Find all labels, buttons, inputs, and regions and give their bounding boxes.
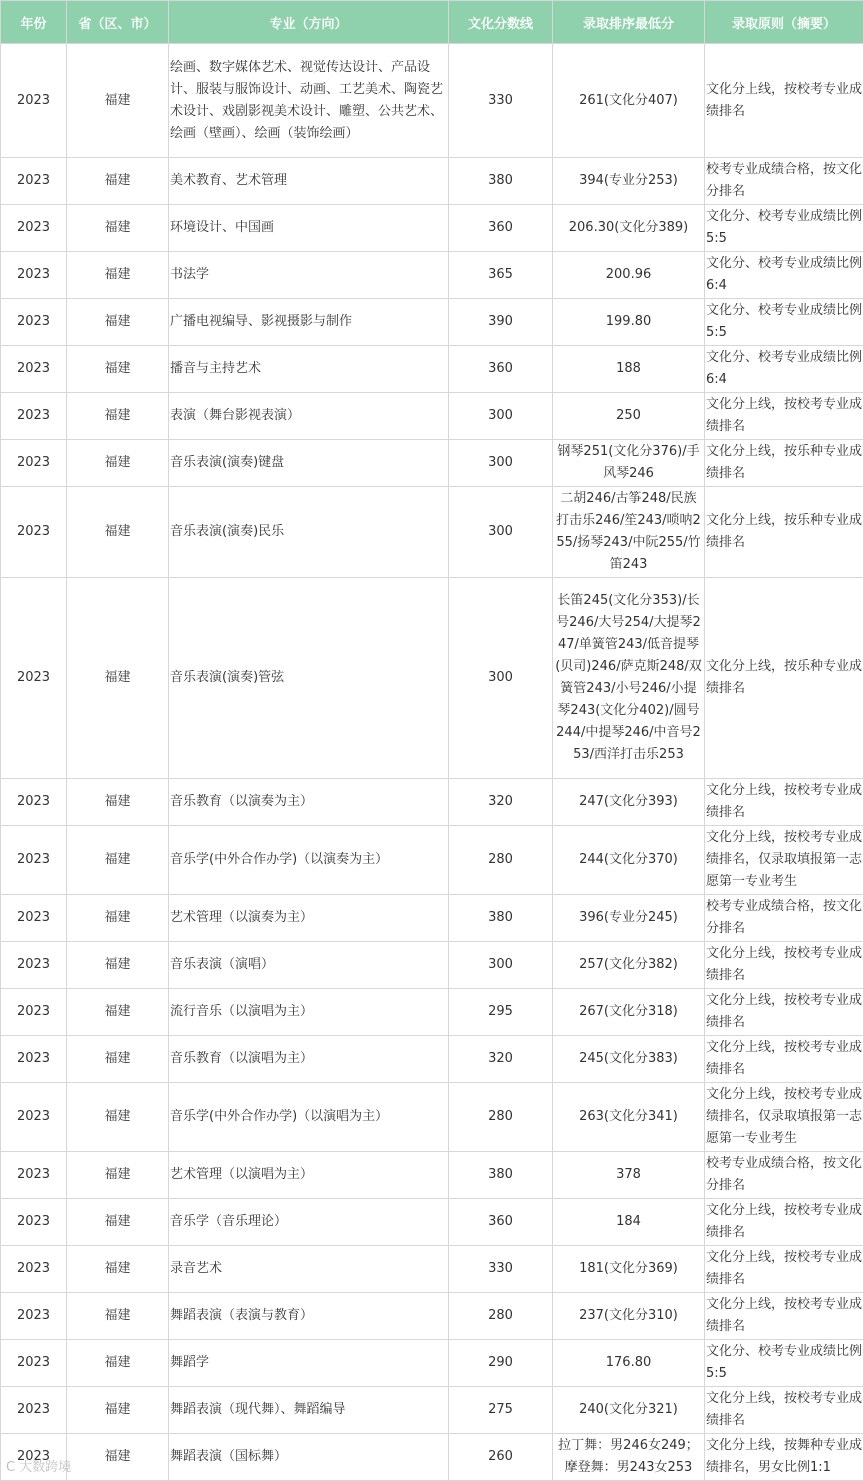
table-row [1,205,864,252]
cell-province: 福建 [67,440,169,487]
cell-province: 福建 [67,942,169,989]
cell-min-score: 184 [553,1199,705,1246]
cell-province: 福建 [67,1036,169,1083]
cell-min-score: 240(文化分321) [553,1387,705,1434]
cell-admission-rule: 文化分上线，按校考专业成绩排名 [705,393,864,440]
cell-year: 2023 [1,942,67,989]
cell-major: 书法学 [169,252,449,299]
table-row [1,895,864,942]
cell-culture-line: 360 [449,346,553,393]
cell-admission-rule: 文化分上线，按舞种专业成绩排名，男女比例1:1 [705,1434,864,1481]
cell-admission-rule: 文化分上线，按乐种专业成绩排名 [705,578,864,779]
cell-year: 2023 [1,1340,67,1387]
cell-culture-line: 360 [449,1199,553,1246]
cell-year: 2023 [1,1387,67,1434]
cell-province: 福建 [67,1434,169,1481]
cell-major: 音乐教育（以演奏为主） [169,779,449,826]
table-row [1,487,864,578]
cell-admission-rule: 文化分上线，按校考专业成绩排名 [705,1199,864,1246]
cell-admission-rule: 文化分上线，按校考专业成绩排名，仅录取填报第一志愿第一专业考生 [705,826,864,895]
cell-year: 2023 [1,299,67,346]
cell-year: 2023 [1,205,67,252]
cell-culture-line: 390 [449,299,553,346]
cell-major: 音乐表演(演奏)民乐 [169,487,449,578]
cell-province: 福建 [67,346,169,393]
table-row [1,578,864,779]
cell-major: 音乐学(中外合作办学)（以演奏为主） [169,826,449,895]
cell-culture-line: 320 [449,1036,553,1083]
cell-min-score: 245(文化分383) [553,1036,705,1083]
cell-year: 2023 [1,1293,67,1340]
cell-province: 福建 [67,1199,169,1246]
cell-culture-line: 330 [449,44,553,158]
cell-admission-rule: 文化分上线，按校考专业成绩排名，仅录取填报第一志愿第一专业考生 [705,1083,864,1152]
cell-culture-line: 360 [449,205,553,252]
cell-year: 2023 [1,1199,67,1246]
cell-min-score: 250 [553,393,705,440]
cell-admission-rule: 校考专业成绩合格，按文化分排名 [705,1152,864,1199]
cell-province: 福建 [67,1387,169,1434]
table-row [1,346,864,393]
cell-min-score: 拉丁舞：男246女249；摩登舞：男243女253 [553,1434,705,1481]
cell-culture-line: 290 [449,1340,553,1387]
cell-min-score: 394(专业分253) [553,158,705,205]
cell-admission-rule: 文化分上线，按校考专业成绩排名 [705,942,864,989]
cell-year: 2023 [1,826,67,895]
cell-min-score: 378 [553,1152,705,1199]
table-row [1,1387,864,1434]
cell-province: 福建 [67,487,169,578]
cell-province: 福建 [67,252,169,299]
cell-major: 舞蹈表演（国标舞） [169,1434,449,1481]
cell-year: 2023 [1,487,67,578]
cell-year: 2023 [1,895,67,942]
cell-admission-rule: 文化分、校考专业成绩比例5:5 [705,205,864,252]
table-row [1,393,864,440]
table-row [1,1340,864,1387]
cell-min-score: 257(文化分382) [553,942,705,989]
table-row [1,1293,864,1340]
cell-major: 音乐学(中外合作办学)（以演唱为主） [169,1083,449,1152]
header-province: 省（区、市） [67,1,169,44]
cell-culture-line: 320 [449,779,553,826]
cell-province: 福建 [67,158,169,205]
cell-admission-rule: 文化分上线，按校考专业成绩排名 [705,1293,864,1340]
cell-admission-rule: 文化分上线，按校考专业成绩排名 [705,1036,864,1083]
cell-year: 2023 [1,1083,67,1152]
table-row [1,158,864,205]
cell-major: 音乐表演（演唱） [169,942,449,989]
cell-major: 艺术管理（以演奏为主） [169,895,449,942]
cell-admission-rule: 文化分上线，按校考专业成绩排名 [705,1387,864,1434]
cell-major: 环境设计、中国画 [169,205,449,252]
cell-min-score: 188 [553,346,705,393]
cell-province: 福建 [67,578,169,779]
cell-min-score: 263(文化分341) [553,1083,705,1152]
cell-min-score: 247(文化分393) [553,779,705,826]
cell-province: 福建 [67,779,169,826]
cell-min-score: 237(文化分310) [553,1293,705,1340]
cell-province: 福建 [67,1246,169,1293]
cell-culture-line: 280 [449,1293,553,1340]
cell-major: 音乐表演(演奏)键盘 [169,440,449,487]
cell-culture-line: 280 [449,1083,553,1152]
cell-major: 流行音乐（以演唱为主） [169,989,449,1036]
cell-min-score: 200.96 [553,252,705,299]
cell-culture-line: 275 [449,1387,553,1434]
cell-major: 舞蹈学 [169,1340,449,1387]
table-row [1,989,864,1036]
cell-major: 音乐表演(演奏)管弦 [169,578,449,779]
cell-min-score: 267(文化分318) [553,989,705,1036]
cell-culture-line: 330 [449,1246,553,1293]
cell-major: 艺术管理（以演唱为主） [169,1152,449,1199]
cell-year: 2023 [1,1434,67,1481]
cell-admission-rule: 文化分、校考专业成绩比例6:4 [705,252,864,299]
cell-major: 播音与主持艺术 [169,346,449,393]
header-major: 专业（方向） [169,1,449,44]
table-row [1,44,864,158]
cell-admission-rule: 校考专业成绩合格，按文化分排名 [705,895,864,942]
cell-year: 2023 [1,779,67,826]
cell-province: 福建 [67,826,169,895]
cell-min-score: 长笛245(文化分353)/长号246/大号254/大提琴247/单簧管243/低音提琴(贝司)246/萨克斯248/双簧管243/小号246/小提琴243(文化分402)/圆号244/中提琴246/中音号253/西洋打击乐253 [553,578,705,779]
cell-year: 2023 [1,1036,67,1083]
cell-culture-line: 380 [449,895,553,942]
cell-major: 录音艺术 [169,1246,449,1293]
cell-admission-rule: 校考专业成绩合格，按文化分排名 [705,158,864,205]
cell-admission-rule: 文化分上线，按乐种专业成绩排名 [705,487,864,578]
table-row [1,1434,864,1481]
cell-min-score: 二胡246/古筝248/民族打击乐246/笙243/唢呐255/扬琴243/中阮255/竹笛243 [553,487,705,578]
cell-major: 舞蹈表演（现代舞）、舞蹈编导 [169,1387,449,1434]
table-row [1,1152,864,1199]
cell-culture-line: 300 [449,578,553,779]
cell-min-score: 176.80 [553,1340,705,1387]
cell-min-score: 396(专业分245) [553,895,705,942]
header-min-score: 录取排序最低分 [553,1,705,44]
table-row [1,252,864,299]
table-row [1,942,864,989]
cell-culture-line: 380 [449,158,553,205]
cell-major: 音乐教育（以演唱为主） [169,1036,449,1083]
cell-culture-line: 295 [449,989,553,1036]
cell-year: 2023 [1,1152,67,1199]
cell-year: 2023 [1,440,67,487]
cell-major: 表演（舞台影视表演） [169,393,449,440]
cell-culture-line: 300 [449,440,553,487]
cell-min-score: 206.30(文化分389) [553,205,705,252]
cell-culture-line: 280 [449,826,553,895]
cell-admission-rule: 文化分上线，按乐种专业成绩排名 [705,440,864,487]
cell-admission-rule: 文化分上线，按校考专业成绩排名 [705,44,864,158]
cell-admission-rule: 文化分上线，按校考专业成绩排名 [705,779,864,826]
cell-province: 福建 [67,44,169,158]
cell-year: 2023 [1,1246,67,1293]
cell-year: 2023 [1,393,67,440]
cell-culture-line: 300 [449,487,553,578]
table-row [1,1083,864,1152]
header-row [1,1,864,44]
header-admission-rule: 录取原则（摘要） [705,1,864,44]
cell-min-score: 261(文化分407) [553,44,705,158]
cell-province: 福建 [67,1293,169,1340]
cell-province: 福建 [67,989,169,1036]
table-row [1,826,864,895]
cell-min-score: 181(文化分369) [553,1246,705,1293]
cell-year: 2023 [1,158,67,205]
cell-year: 2023 [1,44,67,158]
cell-major: 音乐学（音乐理论） [169,1199,449,1246]
cell-admission-rule: 文化分上线，按校考专业成绩排名 [705,1246,864,1293]
table-row [1,779,864,826]
cell-province: 福建 [67,205,169,252]
cell-year: 2023 [1,578,67,779]
header-culture-line: 文化分数线 [449,1,553,44]
cell-admission-rule: 文化分上线，按校考专业成绩排名 [705,989,864,1036]
cell-admission-rule: 文化分、校考专业成绩比例5:5 [705,299,864,346]
cell-culture-line: 300 [449,393,553,440]
cell-admission-rule: 文化分、校考专业成绩比例5:5 [705,1340,864,1387]
cell-min-score: 244(文化分370) [553,826,705,895]
cell-admission-rule: 文化分、校考专业成绩比例6:4 [705,346,864,393]
watermark: C 大数跨境 [6,1460,72,1475]
table-row [1,1199,864,1246]
table-row [1,1036,864,1083]
table-row [1,440,864,487]
cell-province: 福建 [67,1152,169,1199]
cell-province: 福建 [67,1083,169,1152]
cell-province: 福建 [67,393,169,440]
table-row [1,299,864,346]
cell-province: 福建 [67,299,169,346]
cell-culture-line: 300 [449,942,553,989]
cell-province: 福建 [67,1340,169,1387]
cell-major: 舞蹈表演（表演与教育） [169,1293,449,1340]
cell-culture-line: 260 [449,1434,553,1481]
cell-year: 2023 [1,989,67,1036]
cell-min-score: 钢琴251(文化分376)/手风琴246 [553,440,705,487]
cell-province: 福建 [67,895,169,942]
header-year: 年份 [1,1,67,44]
cell-major: 绘画、数字媒体艺术、视觉传达设计、产品设计、服装与服饰设计、动画、工艺美术、陶瓷艺术设计、戏剧影视美术设计、雕塑、公共艺术、绘画（壁画）、绘画（装饰绘画） [169,44,449,158]
cell-major: 美术教育、艺术管理 [169,158,449,205]
cell-major: 广播电视编导、影视摄影与制作 [169,299,449,346]
table-row [1,1246,864,1293]
cell-year: 2023 [1,346,67,393]
cell-culture-line: 380 [449,1152,553,1199]
cell-year: 2023 [1,252,67,299]
cell-culture-line: 365 [449,252,553,299]
cell-min-score: 199.80 [553,299,705,346]
